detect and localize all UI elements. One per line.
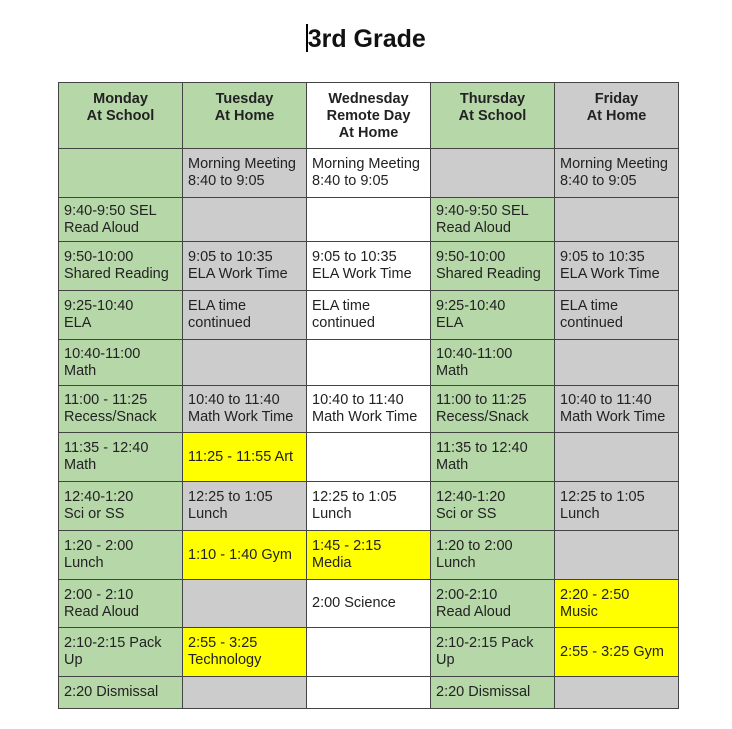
cell-text-line: Shared Reading — [436, 266, 541, 282]
cell-text-line: Lunch — [312, 506, 352, 522]
cell-text-line: Up — [64, 652, 83, 668]
cell-text-line: Math Work Time — [560, 409, 666, 425]
cell-text-line: Technology — [188, 652, 262, 668]
schedule-cell-friday[interactable] — [555, 242, 679, 291]
schedule-cell-monday[interactable] — [59, 291, 183, 340]
cell-text-line: 2:55 - 3:25 Gym — [560, 643, 664, 660]
header-thursday[interactable] — [431, 83, 555, 149]
cell-text-line: 12:40-1:20 — [436, 489, 506, 505]
cell-text-line: Math Work Time — [312, 409, 418, 425]
schedule-cell-thursday[interactable] — [431, 531, 555, 580]
schedule-cell-tuesday[interactable] — [183, 433, 307, 482]
cell-text-line: ELA — [436, 315, 464, 331]
cell-text-line: Media — [312, 555, 352, 571]
table-row — [59, 677, 679, 709]
table-row — [59, 149, 679, 198]
cell-text-line: 8:40 to 9:05 — [560, 173, 637, 189]
schedule-cell-wednesday[interactable] — [307, 291, 431, 340]
cell-text-line: Up — [436, 652, 455, 668]
header-day-location: At School — [458, 108, 527, 124]
cell-text-line: 2:55 - 3:25 — [188, 635, 258, 651]
cell-text-line: 12:25 to 1:05 — [188, 489, 273, 505]
cell-text-line: ELA — [64, 315, 92, 331]
schedule-cell-tuesday[interactable] — [183, 580, 307, 628]
schedule-cell-thursday[interactable] — [431, 580, 555, 628]
cell-text-line: 1:20 - 2:00 — [64, 538, 134, 554]
table-row — [59, 580, 679, 628]
page-title-text: 3rd Grade — [307, 25, 426, 53]
schedule-cell-thursday[interactable] — [431, 340, 555, 386]
schedule-cell-monday[interactable] — [59, 531, 183, 580]
schedule-cell-thursday[interactable] — [431, 628, 555, 677]
schedule-cell-thursday[interactable] — [431, 198, 555, 242]
schedule-cell-wednesday[interactable] — [307, 531, 431, 580]
schedule-cell-monday[interactable] — [59, 340, 183, 386]
schedule-cell-tuesday[interactable] — [183, 242, 307, 291]
schedule-cell-thursday[interactable] — [431, 291, 555, 340]
schedule-cell-monday[interactable] — [59, 242, 183, 291]
schedule-cell-wednesday[interactable] — [307, 386, 431, 433]
header-day-location: At School — [86, 108, 155, 124]
schedule-cell-friday[interactable] — [555, 677, 679, 709]
cell-text-line: Math — [64, 362, 97, 379]
header-day-name: Monday — [93, 91, 148, 107]
schedule-cell-tuesday[interactable] — [183, 628, 307, 677]
cell-text-line: 1:20 to 2:00 — [436, 538, 513, 554]
schedule-cell-tuesday[interactable] — [183, 340, 307, 386]
schedule-table — [58, 82, 679, 709]
cell-text-line: Read Aloud — [436, 219, 511, 236]
cell-text-line: ELA Work Time — [312, 266, 412, 282]
schedule-cell-wednesday[interactable] — [307, 482, 431, 531]
schedule-cell-thursday[interactable] — [431, 386, 555, 433]
cell-text-line: 10:40-11:00 — [64, 345, 141, 362]
cell-text-line: ELA Work Time — [188, 266, 288, 282]
schedule-cell-wednesday[interactable] — [307, 628, 431, 677]
table-row — [59, 291, 679, 340]
table-row — [59, 198, 679, 242]
cell-text-line: 2:20 Dismissal — [436, 684, 531, 700]
cell-text-line: 10:40-11:00 — [436, 345, 513, 362]
schedule-cell-tuesday[interactable] — [183, 677, 307, 709]
table-row — [59, 386, 679, 433]
schedule-cell-tuesday[interactable] — [183, 198, 307, 242]
cell-text-line: 10:40 to 11:40 — [560, 392, 652, 408]
cell-text-line: Recess/Snack — [436, 409, 529, 425]
cell-text-line: 2:00-2:10 — [436, 586, 498, 603]
cell-text-line: 2:00 Science — [312, 595, 396, 611]
schedule-body — [59, 149, 679, 709]
table-row — [59, 433, 679, 482]
schedule-cell-friday[interactable] — [555, 531, 679, 580]
cell-text-line: 9:05 to 10:35 — [312, 249, 397, 265]
schedule-cell-friday[interactable] — [555, 386, 679, 433]
schedule-cell-friday[interactable] — [555, 580, 679, 628]
cell-text-line: 9:40-9:50 SEL — [64, 202, 157, 219]
schedule-cell-tuesday[interactable] — [183, 531, 307, 580]
schedule-cell-wednesday[interactable] — [307, 149, 431, 198]
cell-text-line: Lunch — [436, 555, 476, 571]
cell-text-line: 12:40-1:20 — [64, 489, 134, 505]
header-day-name: Thursday — [459, 91, 526, 107]
schedule-cell-wednesday[interactable] — [307, 433, 431, 482]
cell-text-line: continued — [188, 315, 251, 331]
schedule-cell-wednesday[interactable] — [307, 198, 431, 242]
cell-text-line: 12:25 to 1:05 — [312, 489, 397, 505]
table-row — [59, 340, 679, 386]
cell-text-line: 2:10-2:15 Pack — [64, 635, 162, 651]
schedule-cell-friday[interactable] — [555, 291, 679, 340]
cell-text-line: 2:00 - 2:10 — [64, 586, 134, 603]
cell-text-line: 8:40 to 9:05 — [312, 173, 389, 189]
schedule-cell-thursday[interactable] — [431, 433, 555, 482]
schedule-cell-thursday[interactable] — [431, 149, 555, 198]
schedule-cell-thursday[interactable] — [431, 242, 555, 291]
cell-text-line: 11:00 - 11:25 — [64, 392, 148, 408]
schedule-cell-tuesday[interactable] — [183, 482, 307, 531]
cell-text-line: Lunch — [64, 555, 104, 571]
cell-text-line: 11:35 to 12:40 — [436, 440, 528, 456]
schedule-cell-friday[interactable] — [555, 482, 679, 531]
schedule-cell-friday[interactable] — [555, 149, 679, 198]
schedule-cell-wednesday[interactable] — [307, 340, 431, 386]
cell-text-line: 9:25-10:40 — [436, 298, 506, 314]
table-row — [59, 531, 679, 580]
cell-text-line: Recess/Snack — [64, 409, 157, 425]
cell-text-line: 2:20 - 2:50 — [560, 586, 630, 603]
cell-text-line: ELA time — [560, 298, 619, 314]
schedule-cell-friday[interactable] — [555, 198, 679, 242]
cell-text-line: 1:45 - 2:15 — [312, 538, 382, 554]
header-day-location-2: At Home — [338, 125, 399, 141]
page-title — [0, 24, 732, 54]
schedule-cell-wednesday[interactable] — [307, 677, 431, 709]
schedule-cell-monday[interactable] — [59, 580, 183, 628]
cell-text-line: Morning Meeting — [312, 156, 420, 172]
cell-text-line: 2:20 Dismissal — [64, 684, 159, 700]
header-monday[interactable] — [59, 83, 183, 149]
cell-text-line: Read Aloud — [64, 219, 139, 236]
header-day-location: At Home — [586, 108, 647, 124]
cell-text-line: ELA Work Time — [560, 266, 660, 282]
header-row — [59, 83, 679, 149]
schedule-cell-thursday[interactable] — [431, 677, 555, 709]
cell-text-line: Morning Meeting — [188, 156, 296, 172]
cell-text-line: 9:25-10:40 — [64, 298, 134, 314]
cell-text-line: continued — [560, 315, 623, 331]
table-row — [59, 242, 679, 291]
cell-text-line: Lunch — [560, 506, 600, 522]
schedule-cell-monday[interactable] — [59, 628, 183, 677]
cell-text-line: Sci or SS — [64, 506, 125, 522]
cell-text-line: 9:40-9:50 SEL — [436, 202, 529, 219]
cell-text-line: Math — [64, 457, 97, 473]
cell-text-line: Math — [436, 362, 469, 379]
cell-text-line: 10:40 to 11:40 — [312, 392, 404, 408]
header-friday[interactable] — [555, 83, 679, 149]
header-day-name: Friday — [594, 91, 639, 107]
cell-text-line: Math — [436, 457, 469, 473]
schedule-cell-monday[interactable] — [59, 433, 183, 482]
schedule-cell-thursday[interactable] — [431, 482, 555, 531]
schedule-cell-tuesday[interactable] — [183, 291, 307, 340]
cell-text-line: Read Aloud — [64, 603, 139, 620]
schedule-cell-friday[interactable] — [555, 433, 679, 482]
header-tuesday[interactable] — [183, 83, 307, 149]
cell-text-line: Math Work Time — [188, 409, 294, 425]
schedule-cell-monday[interactable] — [59, 386, 183, 433]
cell-text-line: 9:05 to 10:35 — [188, 249, 273, 265]
schedule-cell-wednesday[interactable] — [307, 580, 431, 628]
cell-text-line: 9:50-10:00 — [64, 249, 134, 265]
cell-text-line: 11:35 - 12:40 — [64, 440, 149, 456]
cell-text-line: 1:10 - 1:40 Gym — [188, 546, 292, 563]
cell-text-line: 2:10-2:15 Pack — [436, 635, 534, 651]
cell-text-line: Read Aloud — [436, 603, 511, 620]
cell-text-line: Sci or SS — [436, 506, 497, 522]
cell-text-line: 9:50-10:00 — [436, 249, 506, 265]
schedule-cell-friday[interactable] — [555, 628, 679, 677]
cell-text-line: ELA time — [188, 298, 247, 314]
cell-text-line: 11:00 to 11:25 — [436, 392, 527, 408]
table-row — [59, 482, 679, 531]
header-wednesday[interactable] — [307, 83, 431, 149]
cell-text-line: 12:25 to 1:05 — [560, 489, 645, 505]
table-row — [59, 628, 679, 677]
schedule-cell-tuesday[interactable] — [183, 149, 307, 198]
cell-text-line: 9:05 to 10:35 — [560, 249, 645, 265]
cell-text-line: ELA time — [312, 298, 371, 314]
cell-text-line: 10:40 to 11:40 — [188, 392, 280, 408]
cell-text-line: 8:40 to 9:05 — [188, 173, 265, 189]
schedule-cell-monday[interactable] — [59, 149, 183, 198]
cell-text-line: continued — [312, 315, 375, 331]
cell-text-line: Lunch — [188, 506, 228, 522]
header-day-name: Wednesday — [328, 91, 409, 107]
schedule-cell-wednesday[interactable] — [307, 242, 431, 291]
schedule-cell-friday[interactable] — [555, 340, 679, 386]
cell-text-line: 11:25 - 11:55 Art — [188, 448, 294, 465]
header-day-name: Tuesday — [215, 91, 274, 107]
schedule-cell-monday[interactable] — [59, 677, 183, 709]
cell-text-line: Shared Reading — [64, 266, 169, 282]
header-day-location: At Home — [214, 108, 275, 124]
schedule-cell-monday[interactable] — [59, 482, 183, 531]
header-day-location: Remote Day — [326, 108, 411, 124]
cell-text-line: Music — [560, 603, 598, 620]
schedule-cell-monday[interactable] — [59, 198, 183, 242]
cell-text-line: Morning Meeting — [560, 156, 668, 172]
schedule-cell-tuesday[interactable] — [183, 386, 307, 433]
